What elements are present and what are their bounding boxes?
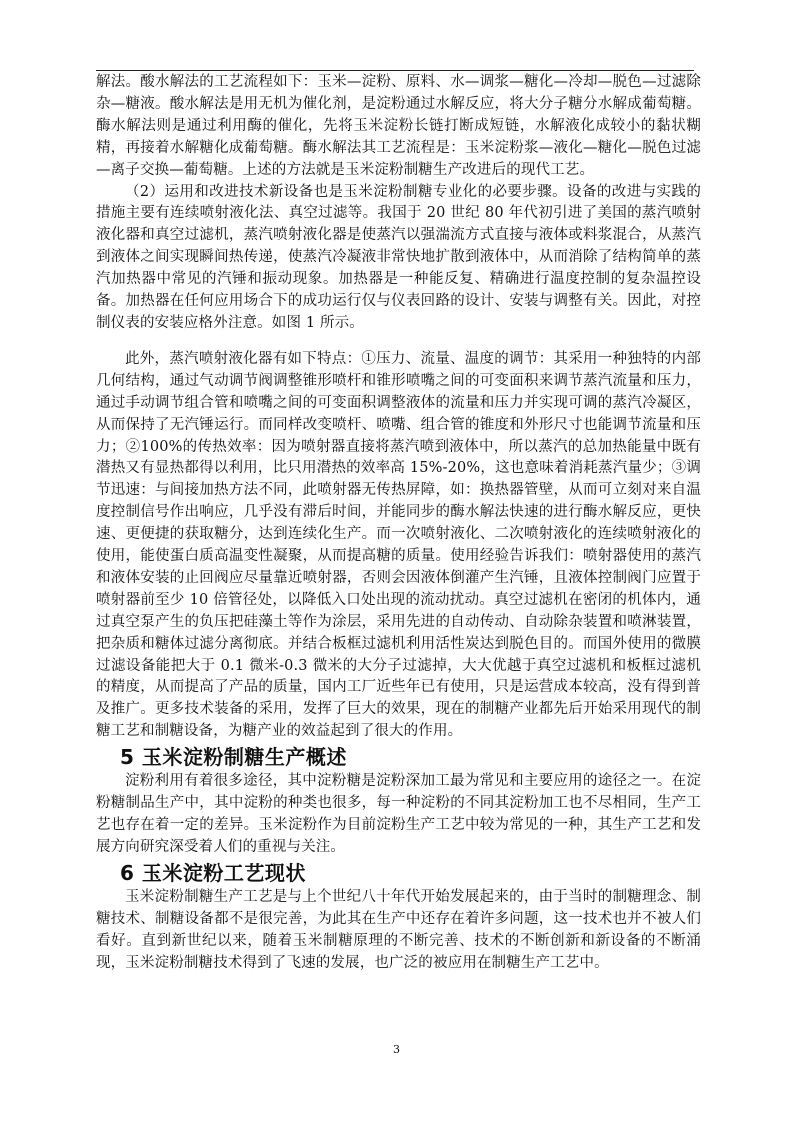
page-number: 3 [393,1043,400,1056]
paragraph-section-6: 玉米淀粉制糖生产工艺是与上个世纪八十年代开始发展起来的，由于当时的制糖理念、制糖技术、制糖设备都不是很完善，为此其在生产中还存在着许多问题，这一技术也并不被人们看好。直到新世纪以来，随着玉米制糖原理的不断完善、技术的不断创新和新设备的不断涌现，玉米淀粉制糖技术得到了飞速的发展，也广泛的被应用在制糖生产工艺中。 [96,888,701,971]
figure-gap [96,335,701,349]
paragraph-acid-enzyme-hydrolysis: 解法。酸水解法的工艺流程如下：玉米—淀粉、原料、水—调浆—糖化—冷却—脱色—过滤除杂—糖液。酸水解法是用无机为催化剂，是淀粉通过水解反应，将大分子糖分水解成葡萄糖。酶水解法则是通过利用酶的催化，先将玉米淀粉长链打断成短链，水解液化成较小的黏状糊精，再接着水解糖化成葡萄糖。酶水解法其工艺流程是：玉米淀粉浆—液化—糖化—脱色过滤—离子交换—葡萄糖。上述的方法就是玉米淀粉制糖生产改进后的现代工艺。 [96,74,701,178]
header-rule [96,70,694,71]
section-heading-5: 5 玉米淀粉制糖生产概述 [120,745,347,770]
page-content [96,72,701,974]
paragraph-section-5: 淀粉利用有着很多途径，其中淀粉糖是淀粉深加工最为常见和主要应用的途径之一。在淀粉糖制品生产中，其中淀粉的种类也很多，每一种淀粉的不同其淀粉加工也不尽相同，生产工艺也存在着一定的差异。玉米淀粉作为目前淀粉生产工艺中较为常见的一种，其生产工艺和发展方向研究深受着人们的重视与关注。 [96,773,701,855]
paragraph-steam-jet-features: 此外，蒸汽喷射液化器有如下特点：①压力、流量、温度的调节：其采用一种独特的内部几何结构，通过气动调节阀调整锥形喷杆和锥形喷嘴之间的可变面积来调节蒸汽流量和压力，通过手动调节组合管和喷嘴之间的可变面积调整液体的流量和压力并实现可调的蒸汽冷凝区，从而保持了无汽锤运行。而同样改变喷杆、喷嘴、组合管的锥度和外形尺寸也能调节流量和压力；②100%的传热效率：因为喷射器直接将蒸汽喷到液体中，所以蒸汽的总加热能量中既有潜热又有显热都得以利用，比只用潜热的效率高 15%-20%，这也意味着消耗蒸汽量少；③调节迅速：与间接加热方法不同，此喷射器无传热屏障，如：换热器管壁，从而可立刻对来自温度控制信号作出响应，几乎没有滞后时间，并能同步的酶水解法快速的进行酶水解反应，更快速、更便捷的获取糖分，达到连续化生产。而一次喷射液化、二次喷射液化的连续喷射液化的使用，能使蛋白质高温变性凝聚，从而提高糖的质量。使用经验告诉我们：喷射器使用的蒸汽和液体安装的止回阀应尽量靠近喷射器，否则会因液体倒灌产生汽锤，且液体控制阀门应置于喷射器前至少 10 倍管径处，以降低入口处出现的流动扰动。真空过滤机在密闭的机体内，通过真空泵产生的负压把硅藻土等作为涂层，采用先进的自动传动、自动除杂装置和喷淋装置，把杂质和糖体过滤分离彻底。并结合板框过滤机利用活性炭达到脱色目的。而国外使用的微膜过滤设备能把大于 0.1 微米-0.3 微米的大分子过滤掉，大大优越于真空过滤机和板框过滤机的精度，从而提高了产品的质量，国内工厂近些年已有使用，只是运营成本较高，没有得到普及推广。更多技术装备的采用，发挥了巨大的效果，现在的制糖产业都先后开始采用现代的制糖工艺和制糖设备，为糖产业的效益起到了很大的作用。 [96,350,701,740]
paragraph-equipment-improvement: （2）运用和改进技术新设备也是玉米淀粉制糖专业化的必要步骤。设备的改进与实践的措施主要有连续喷射液化法、真空过滤等。我国于 20 世纪 80 年代初引进了美国的蒸汽喷射液化器和真空过滤机，蒸汽喷射液化器是使蒸汽以强湍流方式直接与液体或料浆混合，从蒸汽到液体之间实现瞬间热传递，使蒸汽冷凝液非常快地扩散到液体中，从而消除了结构简单的蒸汽加热器中常见的汽锤和振动现象。加热器是一种能反复、精确进行温度控制的复杂温控设备。加热器在任何应用场合下的成功运行仅与仪表回路的设计、安装与调整有关。因此，对控制仪表的安装应格外注意。如图 1 所示。 [96,183,701,331]
section-heading-6: 6 玉米淀粉工艺现状 [120,860,306,885]
